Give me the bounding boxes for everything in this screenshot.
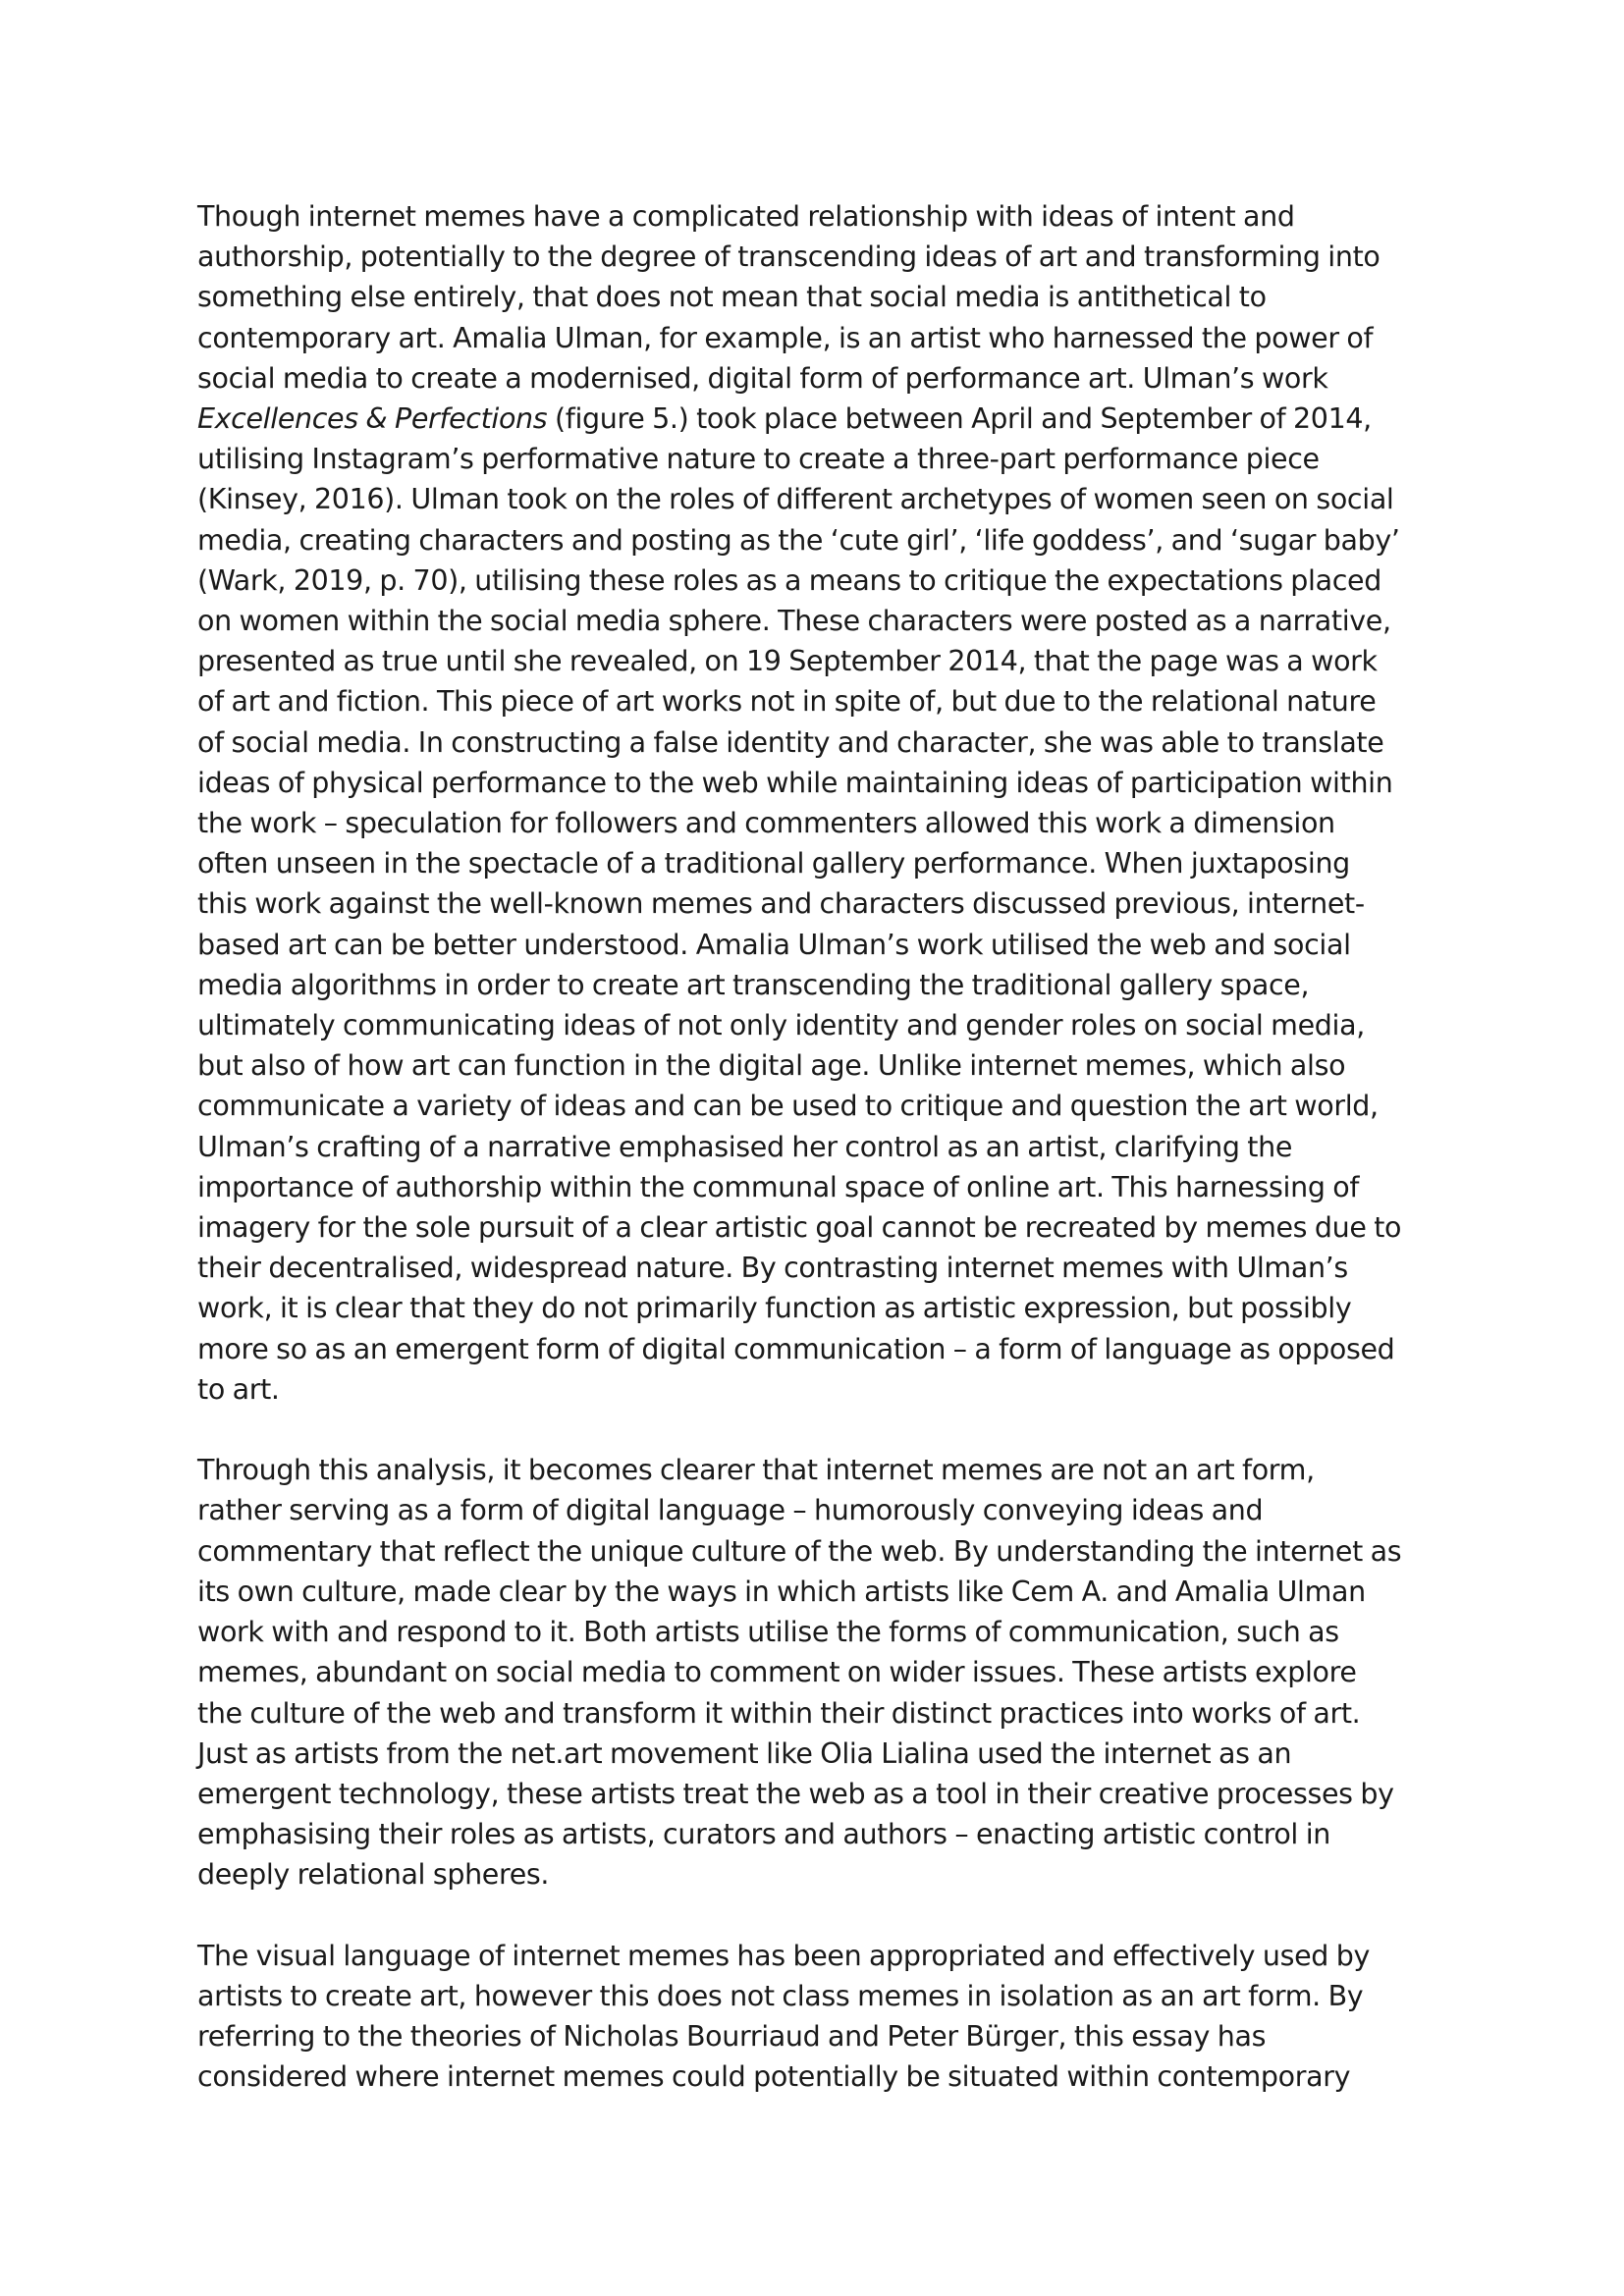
text-line: (Wark, 2019, p. 70), utilising these roles as a means to critique the expectations placed <box>197 563 1381 597</box>
text-line: presented as true until she revealed, on 19 September 2014, that the page was a work <box>197 645 1378 678</box>
text-line: emphasising their roles as artists, curators and authors – enacting artistic control in <box>197 1818 1330 1851</box>
text-line: artists to create art, however this does not class memes in isolation as an art form. By <box>197 1979 1364 2012</box>
text-line: work with and respond to it. Both artists utilise the forms of communication, such as <box>197 1616 1339 1649</box>
text-line: often unseen in the spectacle of a traditional gallery performance. When juxtaposing <box>197 847 1350 881</box>
text-line: the work – speculation for followers and commenters allowed this work a dimension <box>197 807 1335 840</box>
text-line: of art and fiction. This piece of art works not in spite of, but due to the relational nature <box>197 685 1377 719</box>
text-line: contemporary art. Amalia Ulman, for example, is an artist who harnessed the power of <box>197 321 1374 354</box>
text-line: memes, abundant on social media to comment on wider issues. These artists explore <box>197 1656 1357 1689</box>
text-line: but also of how art can function in the digital age. Unlike internet memes, which also <box>197 1049 1346 1083</box>
text-line: of social media. In constructing a false identity and character, she was able to translate <box>197 725 1384 759</box>
text-line: more so as an emergent form of digital communication – a form of language as opposed <box>197 1332 1395 1365</box>
text-line: authorship, potentially to the degree of transcending ideas of art and transforming into <box>197 240 1380 274</box>
text-line: work, it is clear that they do not primarily function as artistic expression, but possibly <box>197 1292 1352 1325</box>
text-line: Though internet memes have a complicated relationship with ideas of intent and <box>197 200 1295 233</box>
text-line: this work against the well-known memes and characters discussed previous, internet- <box>197 887 1365 921</box>
artwork-title: Excellences & Perfections <box>197 402 548 436</box>
text-line: commentary that reflect the unique culture of the web. By understanding the internet as <box>197 1534 1402 1568</box>
text-line: considered where internet memes could potentially be situated within contemporary <box>197 2060 1351 2094</box>
text-line: based art can be better understood. Amalia Ulman’s work utilised the web and social <box>197 928 1351 961</box>
text-line: referring to the theories of Nicholas Bourriaud and Peter Bürger, this essay has <box>197 2020 1267 2054</box>
text-line: importance of authorship within the communal space of online art. This harnessing of <box>197 1170 1360 1203</box>
paragraph-2 <box>197 1450 1444 1895</box>
text-line: Through this analysis, it becomes clearer that internet memes are not an art form, <box>197 1454 1315 1487</box>
text-line: social media to create a modernised, digital form of performance art. Ulman’s work <box>197 361 1328 395</box>
text-line: The visual language of internet memes has been appropriated and effectively used by <box>197 1939 1370 1972</box>
text-line: emergent technology, these artists treat the web as a tool in their creative processes by <box>197 1777 1394 1810</box>
text-line: ideas of physical performance to the web while maintaining ideas of participation within <box>197 766 1393 799</box>
text-span: (figure 5.) took place between April and September of 2014, <box>547 402 1372 436</box>
text-line: their decentralised, widespread nature. By contrasting internet memes with Ulman’s <box>197 1252 1348 1285</box>
text-line: deeply relational spheres. <box>197 1858 550 1892</box>
text-line: on women within the social media sphere. These characters were posted as a narrative, <box>197 605 1391 638</box>
text-line: communicate a variety of ideas and can be used to critique and question the art world, <box>197 1090 1379 1123</box>
text-line: imagery for the sole pursuit of a clear artistic goal cannot be recreated by memes due to <box>197 1211 1402 1245</box>
text-line: to art. <box>197 1372 280 1406</box>
text-line: media, creating characters and posting as the ‘cute girl’, ‘life goddess’, and ‘sugar baby’ <box>197 523 1400 557</box>
text-line: something else entirely, that does not mean that social media is antithetical to <box>197 281 1267 314</box>
text-line: ultimately communicating ideas of not only identity and gender roles on social media, <box>197 1009 1365 1042</box>
document-page <box>197 196 1444 2138</box>
paragraph-1 <box>197 196 1444 1410</box>
text-line: (Kinsey, 2016). Ulman took on the roles of different archetypes of women seen on social <box>197 483 1394 516</box>
text-line: Just as artists from the net.art movement like Olia Lialina used the internet as an <box>197 1736 1292 1770</box>
text-line: utilising Instagram’s performative nature to create a three-part performance piece <box>197 443 1320 476</box>
text-line: Ulman’s crafting of a narrative emphasised her control as an artist, clarifying the <box>197 1130 1293 1163</box>
text-line: rather serving as a form of digital language – humorously conveying ideas and <box>197 1494 1264 1527</box>
text-line: the culture of the web and transform it within their distinct practices into works of art. <box>197 1696 1361 1730</box>
text-line: media algorithms in order to create art transcending the traditional gallery space, <box>197 968 1310 1001</box>
text-line: its own culture, made clear by the ways in which artists like Cem A. and Amalia Ulman <box>197 1575 1366 1608</box>
paragraph-3 <box>197 1936 1444 2098</box>
text-line <box>197 399 1444 439</box>
